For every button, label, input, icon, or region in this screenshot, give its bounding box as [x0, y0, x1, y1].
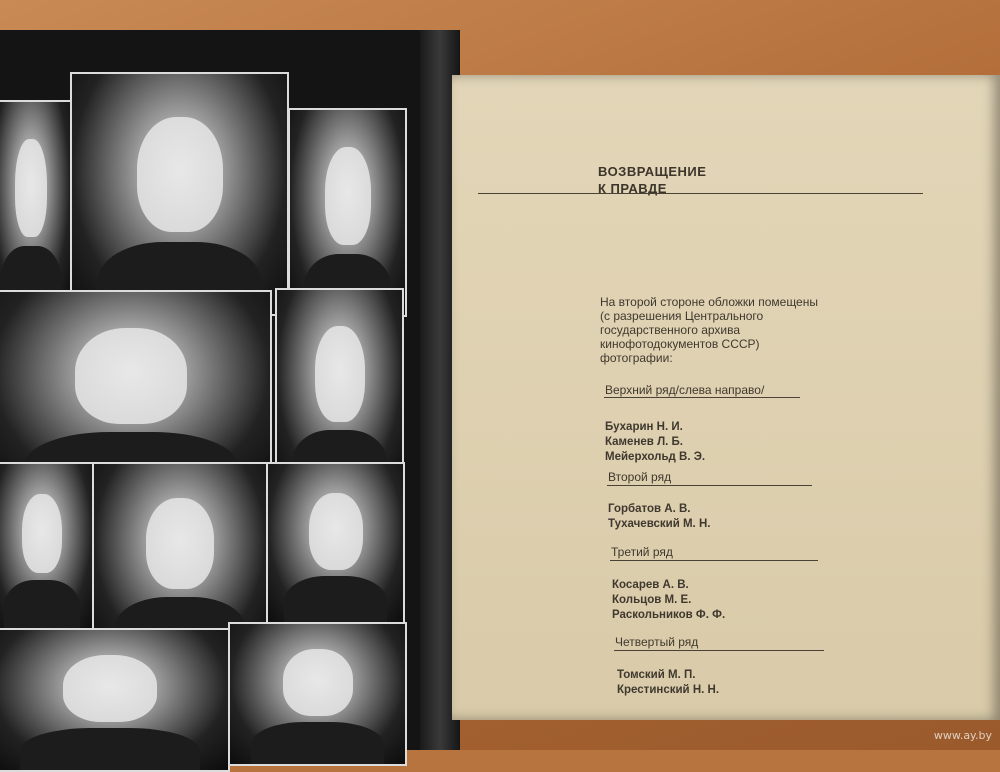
photo-collage-page — [0, 30, 452, 750]
name-krestinsky: Крестинский Н. Н. — [617, 684, 720, 696]
name-raskolnikov: Раскольников Ф. Ф. — [612, 609, 726, 621]
photo-top-left — [0, 100, 72, 309]
row-names-1 — [605, 420, 705, 465]
photo-top-center — [70, 72, 289, 316]
row-heading-1: Верхний ряд/слева направо/ — [605, 383, 765, 397]
row-names-4 — [617, 668, 719, 698]
name-meyerhold: Мейерхольд В. Э. — [605, 451, 706, 463]
row-divider-3 — [610, 560, 818, 561]
title-line-2: К ПРАВДЕ — [598, 181, 667, 196]
name-bukharin: Бухарин Н. И. — [605, 421, 683, 433]
row-heading-3: Третий ряд — [611, 545, 673, 559]
name-kamenev: Каменев Л. Б. — [605, 436, 683, 448]
name-gorbatov: Горбатов А. В. — [608, 503, 691, 515]
name-kosarev: Косарев А. В. — [612, 579, 689, 591]
title-divider — [478, 193, 923, 194]
watermark: www.ay.by — [933, 729, 992, 742]
photo-third-left — [0, 462, 94, 631]
name-koltsov: Кольцов М. Е. — [612, 594, 692, 606]
caption-page — [452, 75, 1000, 720]
row-heading-4: Четвертый ряд — [615, 635, 699, 649]
row-names-2 — [608, 502, 710, 532]
name-tomsky: Томский М. П. — [617, 669, 696, 681]
photo-third-right — [266, 462, 405, 626]
row-divider-1 — [604, 397, 800, 398]
row-heading-2: Второй ряд — [608, 470, 672, 484]
photo-top-right — [288, 108, 407, 317]
photo-bottom-right — [228, 622, 407, 766]
intro-paragraph: На второй стороне обложки помещены (с разрешения Центрального государственного архива кинофотодокументов СССР) фотографии: — [600, 295, 818, 365]
row-divider-4 — [614, 650, 824, 651]
page-title — [598, 163, 706, 197]
row-names-3 — [612, 578, 725, 623]
row-divider-2 — [607, 485, 812, 486]
photo-bottom-left — [0, 628, 230, 772]
title-line-1: ВОЗВРАЩЕНИЕ — [598, 164, 707, 179]
name-tukhachevsky: Тухачевский М. Н. — [608, 518, 711, 530]
